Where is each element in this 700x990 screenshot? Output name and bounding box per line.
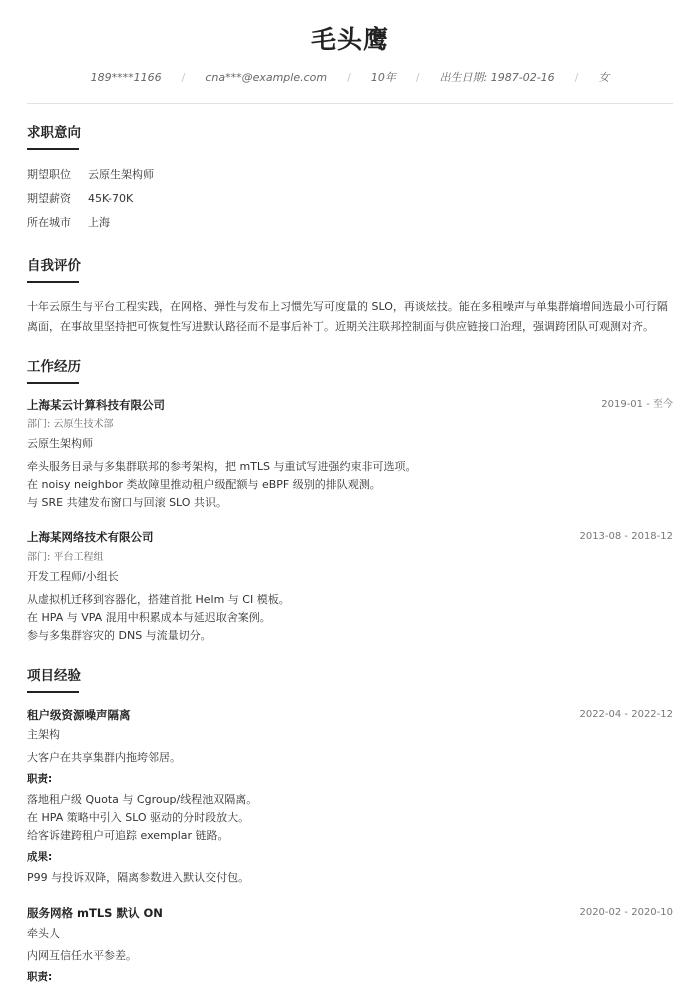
intent-label: 所在城市 xyxy=(27,216,71,229)
contact-separator: / xyxy=(415,71,420,84)
work-line: 参与多集群容灾的 DNS 与流量切分。 xyxy=(27,629,212,642)
work-line: 在 noisy neighbor 类故障里推动租户级配额与 eBPF 级别的排队观测。 xyxy=(27,478,381,491)
section-underline xyxy=(27,148,79,150)
email: cna***@example.com xyxy=(205,71,328,84)
project-duty: 落地租户级 Quota 与 Cgroup/线程池双隔离。 xyxy=(27,793,258,806)
work-company: 上海某云计算科技有限公司 xyxy=(27,398,165,412)
contact-line xyxy=(0,70,700,86)
project-desc: 内网互信任水平参差。 xyxy=(27,949,137,962)
section-underline xyxy=(27,691,79,693)
intent-row-position xyxy=(27,167,154,183)
project-result-label: 成果: xyxy=(27,851,53,863)
project-role: 主架构 xyxy=(27,728,60,741)
contact-separator: / xyxy=(347,71,351,84)
intent-value: 45K-70K xyxy=(88,192,134,205)
project-name: 租户级资源噪声隔离 xyxy=(27,708,131,722)
intent-value: 上海 xyxy=(88,216,110,229)
section-underline xyxy=(27,281,79,283)
work-date: 2019-01 - 至今 xyxy=(601,399,673,410)
contact-separator: / xyxy=(574,71,579,84)
intent-label: 期望职位 xyxy=(27,168,71,181)
candidate-name: 毛头鹰 xyxy=(310,25,389,54)
work-date: 2013-08 - 2018-12 xyxy=(579,531,673,542)
project-result: P99 与投诉双降，隔离参数进入默认交付包。 xyxy=(27,871,250,884)
work-dept: 部门: 云原生技术部 xyxy=(27,419,114,430)
project-duty: 在 HPA 策略中引入 SLO 驱动的分时段放大。 xyxy=(27,811,250,824)
section-underline xyxy=(27,382,79,384)
project-desc: 大客户在共享集群内拖垮邻居。 xyxy=(27,751,181,764)
project-role: 牵头人 xyxy=(27,927,60,940)
work-line: 从虚拟机迁移到容器化，搭建首批 Helm 与 CI 模板。 xyxy=(27,593,290,606)
work-line: 牵头服务目录与多集群联邦的参考架构，把 mTLS 与重试写进强约束非可选项。 xyxy=(27,460,417,473)
section-title-text: 自我评价 xyxy=(27,258,81,274)
section-title-projects xyxy=(27,667,81,685)
intent-label: 期望薪资 xyxy=(27,192,71,205)
project-name: 服务网格 mTLS 默认 ON xyxy=(27,906,163,920)
project-duty-label: 职责: xyxy=(27,773,53,785)
work-company: 上海某网络技术有限公司 xyxy=(27,530,154,544)
work-line: 与 SRE 共建发布窗口与回滚 SLO 共识。 xyxy=(27,496,227,509)
intent-row-salary xyxy=(27,191,133,207)
work-dept: 部门: 平台工程组 xyxy=(27,552,104,563)
intent-value: 云原生架构师 xyxy=(88,168,154,181)
project-duty: 给客诉建跨租户可追踪 exemplar 链路。 xyxy=(27,829,229,842)
self-eval-text: 十年云原生与平台工程实践，在网格、弹性与发布上习惯先写可度量的 SLO，再谈炫技。能在多租噪声与单集群熵增间选最小可行隔离面，在事故里坚持把可恢复性写进默认路径而不是事后补丁。近期关注联邦控制面与供应链接口治理，强调跨团队可观测对齐。 xyxy=(27,300,668,333)
work-role: 云原生架构师 xyxy=(27,437,93,450)
section-title-text: 求职意向 xyxy=(27,125,81,141)
birth-date: 出生日期: 1987-02-16 xyxy=(439,71,555,84)
phone: 189****1166 xyxy=(90,71,162,84)
section-title-intent xyxy=(27,124,81,142)
project-date: 2020-02 - 2020-10 xyxy=(579,907,673,918)
gender: 女 xyxy=(598,71,610,84)
work-role: 开发工程师/小组长 xyxy=(27,570,119,583)
experience-years: 10年 xyxy=(370,71,396,84)
section-title-work xyxy=(27,358,81,376)
project-date: 2022-04 - 2022-12 xyxy=(579,709,673,720)
section-title-text: 项目经验 xyxy=(27,668,81,684)
header-divider xyxy=(27,103,673,104)
work-line: 在 HPA 与 VPA 混用中积累成本与延迟取舍案例。 xyxy=(27,611,271,624)
project-duty-label: 职责: xyxy=(27,971,53,983)
section-title-self-eval xyxy=(27,257,81,275)
contact-separator: / xyxy=(181,71,186,84)
section-title-text: 工作经历 xyxy=(27,359,81,375)
intent-row-city xyxy=(27,215,110,231)
